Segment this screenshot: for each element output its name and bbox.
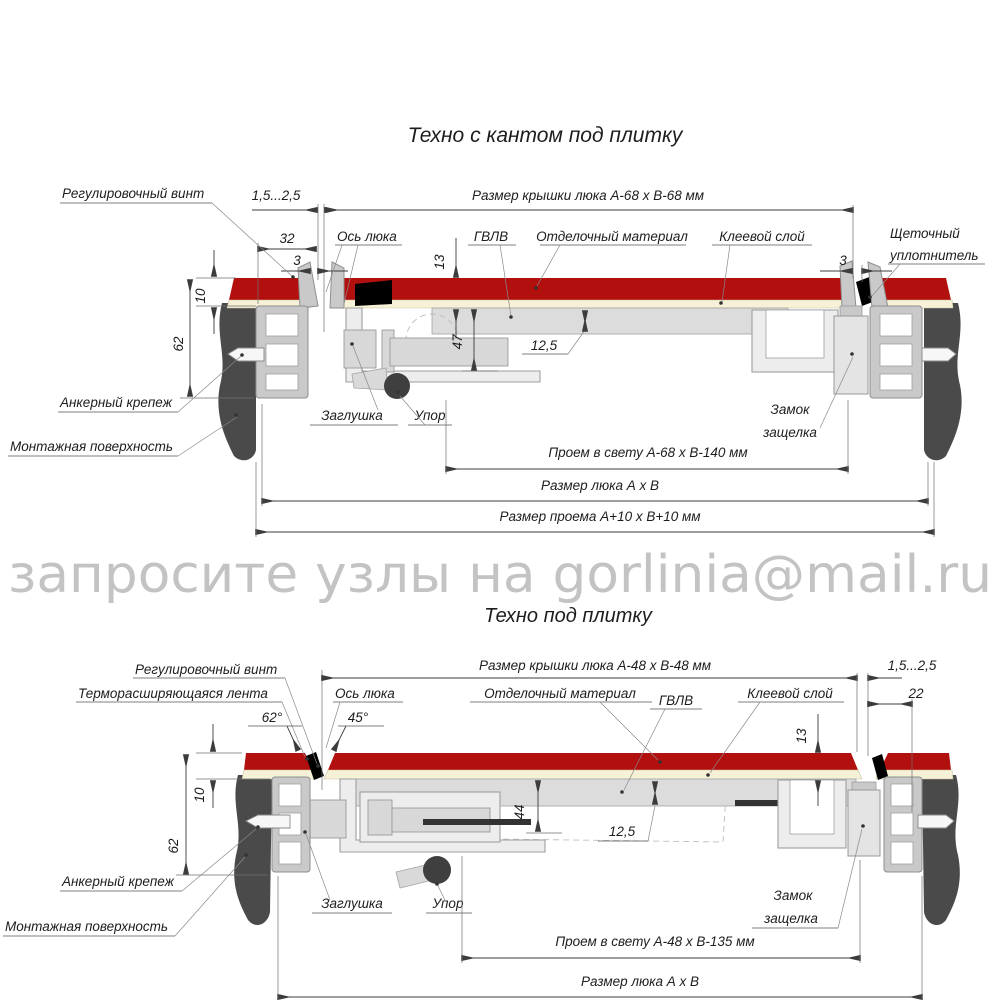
surface-label-2: Монтажная поверхность [5, 919, 169, 934]
thermo-tape-label: Терморасширяющаяся лента [78, 686, 268, 701]
tile-lid [338, 278, 852, 300]
diagram-2 [3, 605, 960, 1000]
gvlv-label-1: ГВЛВ [473, 229, 509, 244]
axis-label-1: Ось люка [337, 229, 397, 244]
stop-label-2: Упор [432, 896, 464, 911]
dim-gap-label: 1,5...2,5 [251, 188, 301, 203]
gap-label-2: 1,5...2,5 [887, 658, 937, 673]
lid-size-label-2: Размер крышки люка А-48 х В-48 мм [479, 658, 711, 673]
mounting-surface-right-2 [922, 775, 960, 925]
lid-profile-right-hole-2 [790, 780, 834, 834]
watermark-text: запросите узлы на gorlinia@mail.ru [8, 545, 992, 605]
adjust-screw-label-1: Регулировочный винт [62, 186, 205, 201]
frame-left-hole [266, 374, 298, 390]
finish-label-1: Отделочный материал [536, 229, 688, 244]
dim-10-label-2: 10 [192, 787, 207, 803]
angle-62-label: 62° [261, 710, 283, 725]
hinge-body [390, 338, 508, 366]
dim-125-label-1: 12,5 [530, 338, 558, 353]
brush-label-line1: Щеточный [890, 226, 960, 241]
dim-3-right-label: 3 [839, 253, 847, 268]
tile-lid-2 [328, 753, 858, 770]
gvlv-label-2: ГВЛВ [658, 693, 694, 708]
frame-left-hole [266, 314, 298, 336]
surface-label-1: Монтажная поверхность [10, 439, 174, 454]
plug-body [344, 330, 376, 368]
stop-roller [384, 373, 410, 399]
diagram1-title: Техно с кантом под плитку [407, 124, 683, 147]
dim-10-label-1: 10 [193, 288, 208, 304]
lock-label-line2: защелка [763, 425, 817, 440]
glue-label-2: Клеевой слой [747, 686, 833, 701]
glue-lid [338, 300, 852, 308]
tile-outer-left [229, 278, 310, 300]
plug-label-2: Заглушка [321, 896, 383, 911]
lock-label-2-line1: Замок [773, 888, 813, 903]
tile-outer-right-2 [880, 753, 951, 770]
frame-right-hole [880, 374, 912, 390]
diagram-1 [8, 124, 985, 537]
frame-right-hole [880, 344, 912, 366]
glue-label-1: Клеевой слой [719, 229, 805, 244]
mounting-surface-left-2 [234, 775, 272, 925]
dim-3-left-label: 3 [293, 253, 301, 268]
frame-right-2-hole [891, 842, 913, 864]
angle-45-label: 45° [347, 710, 369, 725]
dim-lid-size-label: Размер крышки люка А-68 х В-68 мм [472, 188, 704, 203]
dim-125-label-2: 12,5 [608, 824, 636, 839]
anchor-label-1: Анкерный крепеж [60, 395, 172, 410]
frame-right-2-hole [891, 784, 913, 806]
lid-profile-right-hole [766, 310, 824, 358]
adjust-screw-label-2: Регулировочный винт [135, 662, 278, 677]
mounting-surface-right [924, 303, 962, 460]
glue-lid-2 [324, 770, 862, 779]
dim-62-label-1: 62 [171, 336, 186, 352]
dim-13-label-1: 13 [432, 254, 447, 270]
axis-1 [318, 204, 324, 332]
anchor-label-2: Анкерный крепеж [62, 874, 174, 889]
clear-opening-label-1: Проем в свету А-68 х В-140 мм [548, 445, 748, 460]
dim-44-label: 44 [512, 804, 527, 820]
frame-left-hole [266, 344, 298, 366]
plug-label-1: Заглушка [321, 408, 383, 423]
dim-22-label: 22 [908, 686, 924, 701]
lock-label-line1: Замок [770, 402, 810, 417]
hinge-pivot-block [355, 280, 392, 306]
edge-trim-right-lid [840, 261, 856, 308]
edge-trim-left-lid [330, 262, 344, 308]
frame-left-2-hole [279, 842, 301, 864]
latch-lock-body-2 [848, 790, 880, 856]
gvl-panel-1 [432, 308, 788, 334]
layers-2 [242, 752, 953, 780]
stop-roller-2 [423, 856, 451, 884]
anchor-right [922, 348, 956, 361]
brush-label-line2: уплотнитель [890, 248, 979, 263]
tile-outer-left-2 [244, 753, 313, 770]
axis-label-2: Ось люка [335, 686, 395, 701]
clear-opening-label-2: Проем в свету А-48 х В-135 мм [555, 934, 755, 949]
stop-label-1: Упор [414, 408, 446, 423]
finish-label-2: Отделочный материал [484, 686, 636, 701]
dim-32-label: 32 [279, 231, 295, 246]
edge-trim-left-outer [298, 262, 318, 308]
frame-left-2-hole [279, 784, 301, 806]
frame-right-hole [880, 314, 912, 336]
dim-13-label-2: 13 [794, 728, 809, 744]
hatch-size-label-1: Размер люка А х В [540, 478, 660, 493]
diagram2-title: Техно под плитку [484, 605, 652, 627]
frame-right-2-hole [891, 813, 913, 835]
mounting-surface-left [218, 303, 256, 460]
lock-label-2-line2: защелка [764, 911, 818, 926]
anchor-right-2 [918, 815, 954, 828]
dim-47-label: 47 [450, 334, 465, 350]
opening-size-label: Размер проема А+10 х В+10 мм [499, 509, 701, 524]
hinge-bracket-2 [368, 800, 392, 835]
dim-62-label-2: 62 [166, 838, 181, 854]
hatch-size-label-2: Размер люка А х В [580, 974, 700, 989]
